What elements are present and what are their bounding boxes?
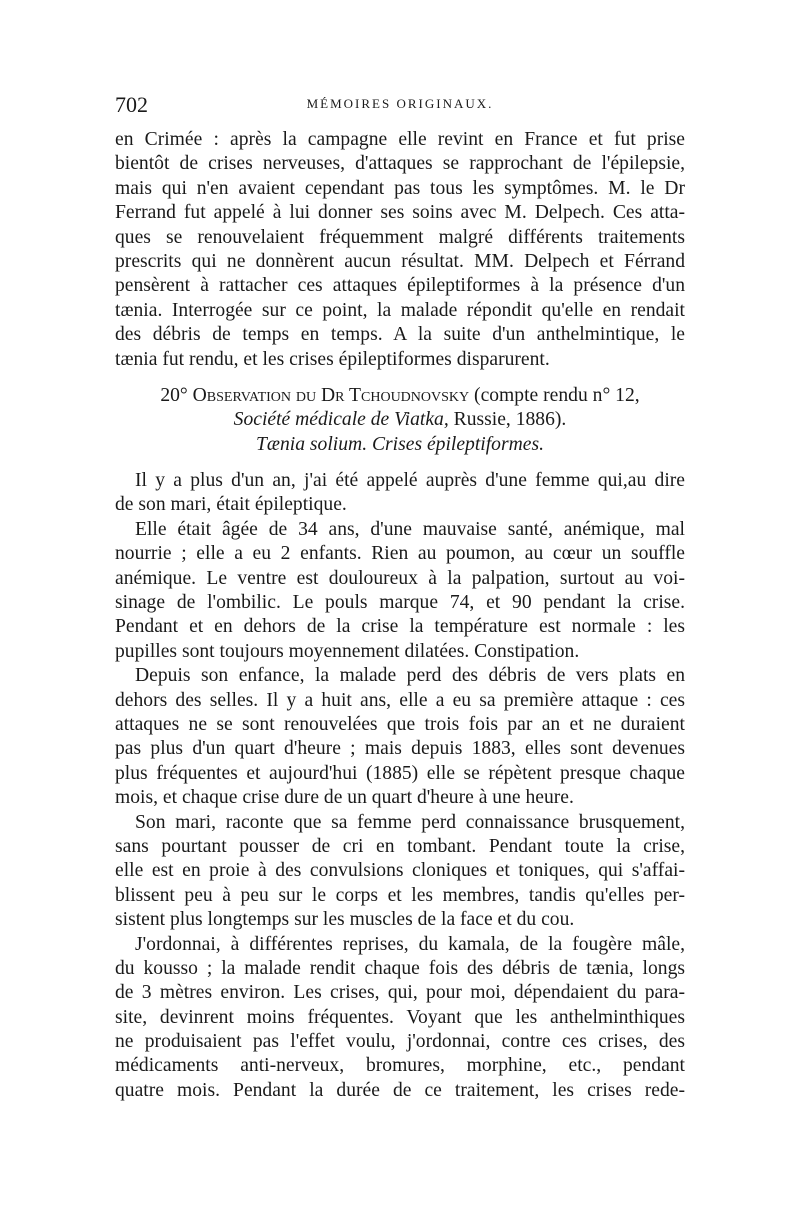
- text-line: Elle était âgée de 34 ans, d'une mauvaise santé, anémique, mal: [135, 518, 685, 540]
- observation-number: 20°: [160, 384, 193, 406]
- text-line: du kousso ; la malade rendit chaque fois des débris de tænia, longs: [115, 957, 685, 979]
- text-line: site, devinrent moins fréquentes. Voyant que les anthelminthiques: [115, 1006, 685, 1028]
- paragraph: [115, 811, 685, 933]
- text-line: attaques ne se sont renouvelées que trois fois par an et ne duraient: [115, 713, 685, 735]
- society-name: Société médicale de Viatka,: [233, 409, 449, 431]
- text-line: pupilles sont toujours moyennement dilatées. Constipation.: [115, 640, 580, 662]
- observation-title-line: [115, 384, 685, 408]
- paragraph: [115, 469, 685, 518]
- text-line: sans pourtant pousser de cri en tombant. Pendant toute la crise,: [115, 835, 685, 857]
- paragraph: [115, 518, 685, 664]
- paragraph: [115, 664, 685, 810]
- text-line: mais qui n'en avaient cependant pas tous les symptômes. M. le Dr: [115, 177, 685, 199]
- text-line: prescrits qui ne donnèrent aucun résultat. MM. Delpech et Férrand: [115, 250, 685, 272]
- observation-source-line: [115, 408, 685, 432]
- text-line: Ferrand fut appelé à lui donner ses soins avec M. Delpech. Ces atta-: [115, 202, 685, 224]
- text-line: mois, et chaque crise dure de un quart d'heure à une heure.: [115, 787, 574, 809]
- text-line: Pendant et en dehors de la crise la température est normale : les: [115, 616, 685, 638]
- observation-reference: (compte rendu n° 12,: [469, 384, 640, 406]
- text-line: médicaments anti-nerveux, bromures, morphine, etc., pendant: [115, 1055, 685, 1077]
- text-line: tænia. Interrogée sur ce point, la malade répondit qu'elle en rendait: [115, 299, 685, 321]
- paragraph: [115, 128, 685, 372]
- text-line: ne produisaient pas l'effet voulu, j'ordonnai, contre ces crises, des: [115, 1031, 685, 1053]
- text-line: dehors des selles. Il y a huit ans, elle a eu sa première attaque : ces: [115, 689, 685, 711]
- text-line: J'ordonnai, à différentes reprises, du kamala, de la fougère mâle,: [135, 933, 685, 955]
- running-title: MÉMOIRES ORIGINAUX.: [306, 96, 494, 111]
- text-line: Il y a plus d'un an, j'ai été appelé auprès d'une femme qui,au dire: [135, 470, 685, 492]
- text-line: pas plus d'un quart d'heure ; mais depuis 1883, elles sont devenues: [115, 738, 685, 760]
- text-line: sinage de l'ombilic. Le pouls marque 74, et 90 pendant la crise.: [115, 592, 685, 614]
- observation-heading: [115, 384, 685, 457]
- text-line: tænia fut rendu, et les crises épileptiformes disparurent.: [115, 348, 550, 370]
- text-line: anémique. Le ventre est douloureux à la palpation, surtout au voi-: [115, 567, 685, 589]
- paragraph: [115, 933, 685, 1104]
- text-line: sistent plus longtemps sur les muscles de la face et du cou.: [115, 909, 575, 931]
- text-line: elle est en proie à des convulsions cloniques et toniques, qui s'affai-: [115, 860, 685, 882]
- observation-subtitle-line: [115, 433, 685, 457]
- text-line: plus fréquentes et aujourd'hui (1885) elle se répètent presque chaque: [115, 762, 685, 784]
- observation-author: Observation du Dr Tchoudnovsky: [192, 384, 470, 406]
- text-line: quatre mois. Pendant la durée de ce traitement, les crises rede-: [115, 1079, 685, 1101]
- page-number: 702: [115, 92, 148, 117]
- text-line: de son mari, était épileptique.: [115, 494, 347, 516]
- text-line: des débris de temps en temps. A la suite d'un anthelmintique, le: [115, 324, 685, 346]
- source-location: Russie, 1886).: [448, 409, 567, 431]
- text-line: Depuis son enfance, la malade perd des débris de vers plats en: [135, 665, 685, 687]
- page-header: [115, 92, 685, 122]
- text-line: en Crimée : après la campagne elle revint en France et fut prise: [115, 129, 685, 150]
- page-body: [115, 128, 685, 1103]
- text-line: bientôt de crises nerveuses, d'attaques se rapprochant de l'épilepsie,: [115, 153, 685, 175]
- text-line: blissent peu à peu sur le corps et les membres, tandis qu'elles per-: [115, 884, 685, 906]
- observation-subtitle: Tænia solium. Crises épileptiformes.: [256, 433, 544, 455]
- text-line: ques se renouvelaient fréquemment malgré différents traitements: [115, 226, 685, 248]
- text-line: de 3 mètres environ. Les crises, qui, pour moi, dépendaient du para-: [115, 982, 685, 1004]
- text-line: Son mari, raconte que sa femme perd connaissance brusquement,: [135, 811, 685, 833]
- text-line: nourrie ; elle a eu 2 enfants. Rien au poumon, au cœur un souffle: [115, 543, 685, 565]
- text-line: pensèrent à rattacher ces attaques épileptiformes à la présence d'un: [115, 275, 685, 297]
